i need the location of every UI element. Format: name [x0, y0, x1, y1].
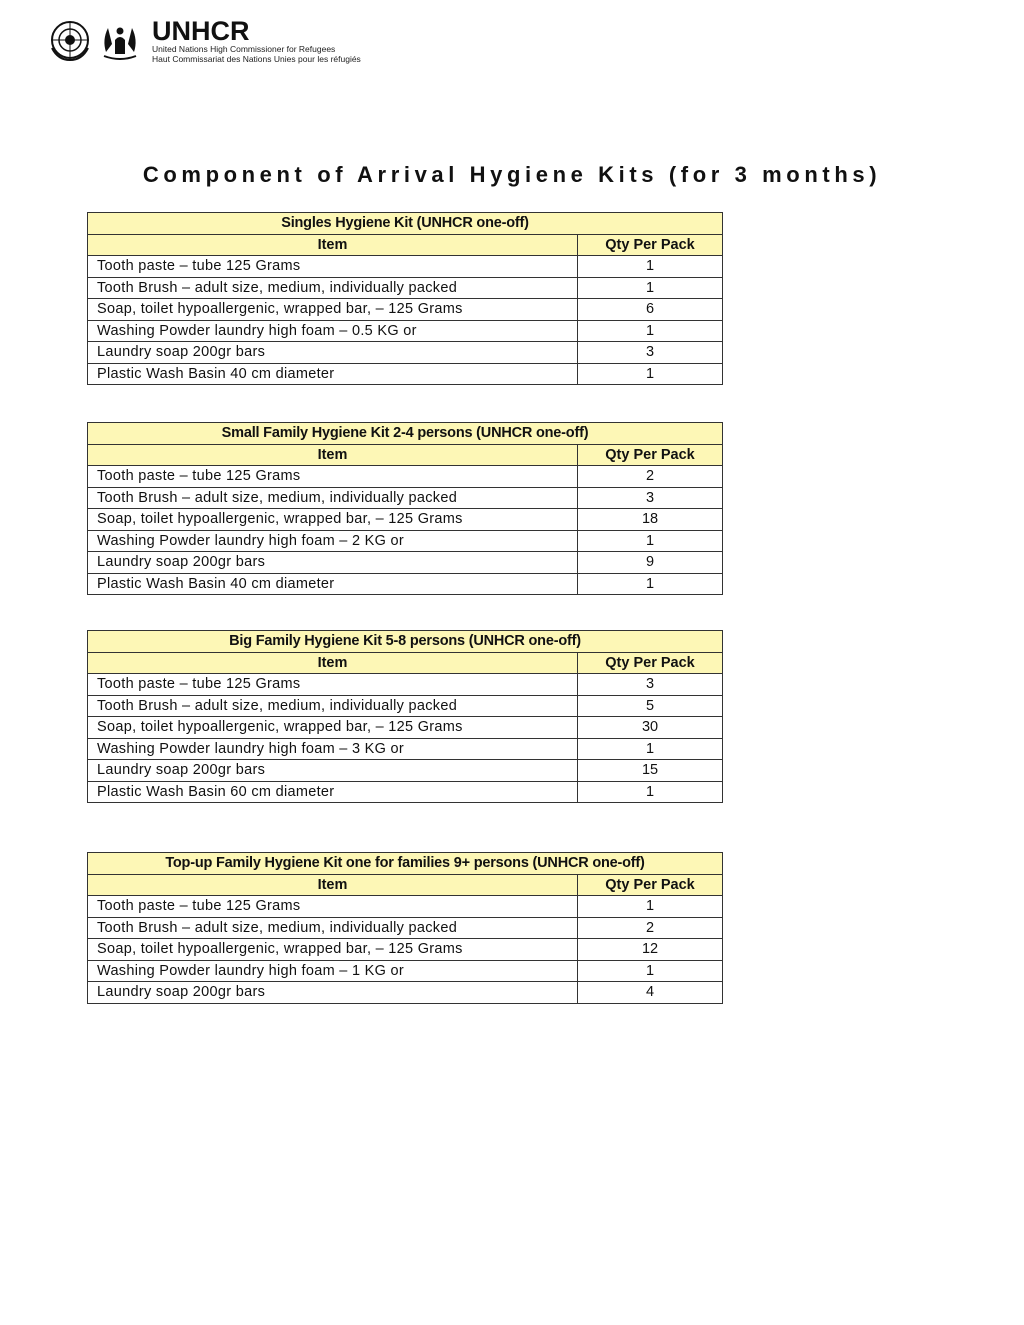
qty-cell: 3	[578, 487, 723, 509]
qty-cell: 30	[578, 717, 723, 739]
item-cell: Tooth Brush – adult size, medium, individually packed	[88, 695, 578, 717]
table-row	[88, 466, 723, 488]
table-row	[88, 896, 723, 918]
kit-title: Small Family Hygiene Kit 2-4 persons (UNHCR one-off)	[88, 423, 723, 445]
qty-cell: 1	[578, 960, 723, 982]
qty-cell: 1	[578, 781, 723, 803]
table-row	[88, 509, 723, 531]
item-cell: Tooth paste – tube 125 Grams	[88, 674, 578, 696]
item-cell: Soap, toilet hypoallergenic, wrapped bar, – 125 Grams	[88, 939, 578, 961]
item-cell: Tooth Brush – adult size, medium, individually packed	[88, 277, 578, 299]
column-header-item: Item	[88, 234, 578, 256]
table-row	[88, 530, 723, 552]
table-row	[88, 552, 723, 574]
item-cell: Soap, toilet hypoallergenic, wrapped bar, – 125 Grams	[88, 299, 578, 321]
page-title: Component of Arrival Hygiene Kits (for 3 months)	[142, 162, 882, 187]
item-cell: Plastic Wash Basin 40 cm diameter	[88, 573, 578, 595]
table-row	[88, 674, 723, 696]
column-header-qty: Qty Per Pack	[578, 652, 723, 674]
item-cell: Washing Powder laundry high foam – 2 KG or	[88, 530, 578, 552]
qty-cell: 1	[578, 363, 723, 385]
table-row	[88, 277, 723, 299]
item-cell: Washing Powder laundry high foam – 0.5 KG or	[88, 320, 578, 342]
qty-cell: 1	[578, 530, 723, 552]
unhcr-hands-icon	[98, 18, 142, 62]
item-cell: Soap, toilet hypoallergenic, wrapped bar, – 125 Grams	[88, 717, 578, 739]
item-cell: Tooth paste – tube 125 Grams	[88, 466, 578, 488]
table-row	[88, 363, 723, 385]
qty-cell: 9	[578, 552, 723, 574]
qty-cell: 2	[578, 917, 723, 939]
qty-cell: 12	[578, 939, 723, 961]
item-cell: Tooth paste – tube 125 Grams	[88, 256, 578, 278]
qty-cell: 3	[578, 342, 723, 364]
table-row	[88, 573, 723, 595]
brand-name: UNHCR	[152, 16, 250, 46]
kit-table-big-family	[87, 630, 723, 803]
item-cell: Laundry soap 200gr bars	[88, 342, 578, 364]
kit-title: Singles Hygiene Kit (UNHCR one-off)	[88, 213, 723, 235]
qty-cell: 1	[578, 277, 723, 299]
kit-table-top-up-family	[87, 852, 723, 1004]
item-cell: Tooth paste – tube 125 Grams	[88, 896, 578, 918]
item-cell: Plastic Wash Basin 60 cm diameter	[88, 781, 578, 803]
column-header-item: Item	[88, 652, 578, 674]
table-row	[88, 982, 723, 1004]
column-header-item: Item	[88, 444, 578, 466]
table-row	[88, 760, 723, 782]
kit-table-small-family	[87, 422, 723, 595]
un-emblem-icon	[48, 18, 92, 62]
qty-cell: 1	[578, 256, 723, 278]
qty-cell: 6	[578, 299, 723, 321]
qty-cell: 2	[578, 466, 723, 488]
qty-cell: 1	[578, 896, 723, 918]
brand-block	[152, 18, 361, 64]
table-row	[88, 299, 723, 321]
table-row	[88, 939, 723, 961]
qty-cell: 1	[578, 320, 723, 342]
item-cell: Tooth Brush – adult size, medium, individually packed	[88, 487, 578, 509]
unhcr-logo	[48, 18, 361, 74]
column-header-qty: Qty Per Pack	[578, 234, 723, 256]
item-cell: Washing Powder laundry high foam – 3 KG or	[88, 738, 578, 760]
qty-cell: 1	[578, 738, 723, 760]
qty-cell: 4	[578, 982, 723, 1004]
qty-cell: 3	[578, 674, 723, 696]
item-cell: Soap, toilet hypoallergenic, wrapped bar, – 125 Grams	[88, 509, 578, 531]
table-row	[88, 738, 723, 760]
item-cell: Laundry soap 200gr bars	[88, 552, 578, 574]
qty-cell: 18	[578, 509, 723, 531]
brand-subtitle-en: United Nations High Commissioner for Refugees	[152, 44, 336, 54]
item-cell: Plastic Wash Basin 40 cm diameter	[88, 363, 578, 385]
qty-cell: 5	[578, 695, 723, 717]
brand-subtitle-fr: Haut Commissariat des Nations Unies pour les réfugiés	[152, 54, 361, 64]
table-row	[88, 695, 723, 717]
item-cell: Tooth Brush – adult size, medium, individually packed	[88, 917, 578, 939]
table-row	[88, 487, 723, 509]
table-row	[88, 320, 723, 342]
qty-cell: 1	[578, 573, 723, 595]
item-cell: Laundry soap 200gr bars	[88, 760, 578, 782]
kit-title: Big Family Hygiene Kit 5-8 persons (UNHCR one-off)	[88, 631, 723, 653]
column-header-qty: Qty Per Pack	[578, 444, 723, 466]
qty-cell: 15	[578, 760, 723, 782]
table-row	[88, 960, 723, 982]
item-cell: Laundry soap 200gr bars	[88, 982, 578, 1004]
column-header-item: Item	[88, 874, 578, 896]
table-row	[88, 781, 723, 803]
table-row	[88, 717, 723, 739]
table-row	[88, 256, 723, 278]
kit-table-singles	[87, 212, 723, 385]
item-cell: Washing Powder laundry high foam – 1 KG or	[88, 960, 578, 982]
table-row	[88, 342, 723, 364]
column-header-qty: Qty Per Pack	[578, 874, 723, 896]
table-row	[88, 917, 723, 939]
kit-title: Top-up Family Hygiene Kit one for families 9+ persons (UNHCR one-off)	[88, 853, 723, 875]
